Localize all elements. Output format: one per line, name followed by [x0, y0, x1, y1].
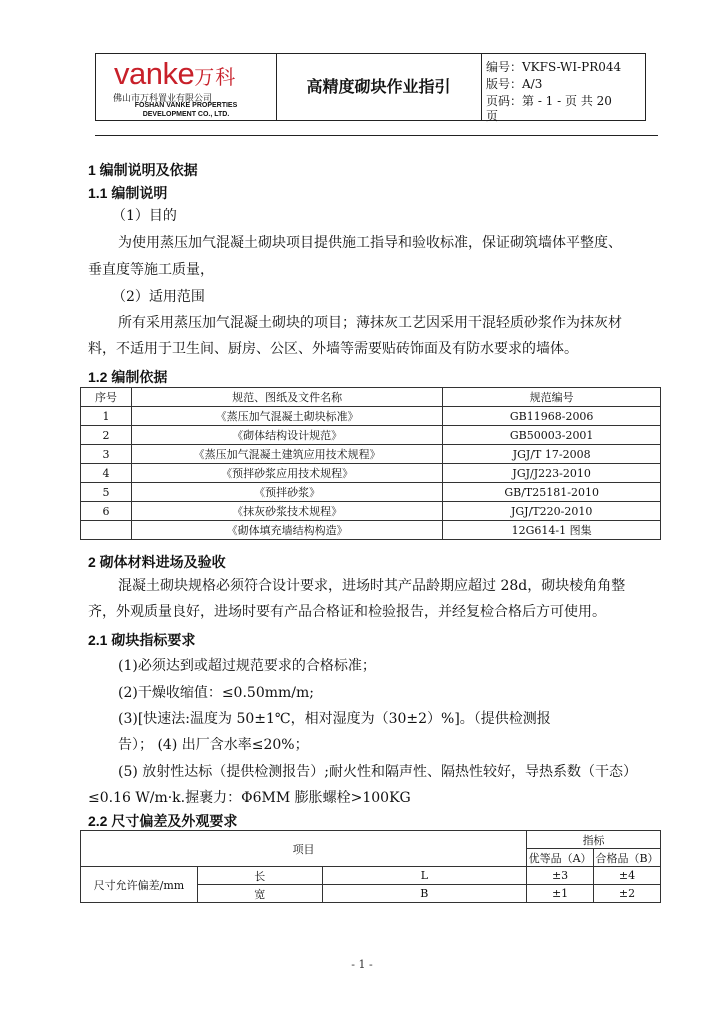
table-header-cell: 项目 — [81, 831, 527, 867]
vanke-logo — [114, 56, 236, 92]
brand-en: vanke — [114, 56, 195, 91]
table-cell: 《预拌砂浆应用技术规程》 — [131, 464, 442, 483]
table-cell: 《预拌砂浆》 — [131, 483, 442, 502]
table-cell: 6 — [81, 502, 132, 521]
page-info-cont: 页 — [486, 109, 499, 123]
section-1-heading: 1 编制说明及依据 — [88, 162, 198, 178]
page-footer: - 1 - — [351, 958, 373, 971]
table-header-row — [81, 831, 661, 849]
table-cell: 1 — [81, 407, 132, 426]
paragraph: 齐，外观质量良好，进场时要有产品合格证和检验报告，并经复检合格后方可使用。 — [88, 604, 606, 620]
table-header-cell: 规范、图纸及文件名称 — [131, 388, 442, 407]
table-cell: JGJ/T220-2010 — [443, 502, 661, 521]
table-cell: 《蒸压加气混凝土建筑应用技术规程》 — [131, 445, 442, 464]
table-row — [81, 426, 661, 445]
table-header-cell: 优等品（A） — [527, 849, 594, 867]
table-cell: GB50003-2001 — [443, 426, 661, 445]
list-item: (5) 放射性达标（提供检测报告）;耐火性和隔声性、隔热性较好，导热系数（干态） — [118, 764, 637, 780]
table-cell: 长 — [197, 867, 322, 885]
section-2-heading: 2 砌体材料进场及验收 — [88, 554, 226, 570]
table-row — [81, 445, 661, 464]
list-item: (2)干燥收缩值：≤0.50mm/m; — [118, 685, 314, 701]
paragraph: （1）目的 — [112, 208, 177, 224]
dimension-table — [80, 830, 661, 903]
section-1-1-heading: 1.1 编制说明 — [88, 185, 168, 201]
table-row — [81, 464, 661, 483]
table-cell: 5 — [81, 483, 132, 502]
table-row — [81, 521, 661, 540]
list-item: ≤0.16 W/m·k.握裹力：Φ6MM 膨胀螺栓>100KG — [88, 790, 411, 806]
brand-cn: 万科 — [194, 67, 237, 89]
table-cell: JGJ/T 17-2008 — [443, 445, 661, 464]
logo-cell — [96, 54, 277, 120]
table-cell: ±3 — [527, 867, 594, 885]
paragraph: 料，不适用于卫生间、厨房、公区、外墙等需要贴砖饰面及有防水要求的墙体。 — [88, 341, 578, 357]
table-cell: 12G614-1 图集 — [443, 521, 661, 540]
paragraph: 为使用蒸压加气混凝土砌块项目提供施工指导和验收标准，保证砌筑墙体平整度、 — [118, 235, 622, 251]
company-en — [96, 101, 276, 119]
table-cell: ±4 — [594, 867, 661, 885]
section-2-1-heading: 2.1 砌块指标要求 — [88, 632, 196, 648]
paragraph: （2）适用范围 — [112, 289, 205, 305]
document-title: 高精度砌块作业指引 — [306, 79, 451, 96]
paragraph: 所有采用蒸压加气混凝土砌块的项目；薄抹灰工艺因采用干混轻质砂浆作为抹灰材 — [118, 315, 622, 331]
table-header-row — [81, 388, 661, 407]
table-row — [81, 867, 661, 885]
table-cell: 2 — [81, 426, 132, 445]
table-header-cell: 合格品（B） — [594, 849, 661, 867]
table-cell: 尺寸允许偏差/mm — [81, 867, 198, 903]
doc-number: 编号：VKFS-WI-PR044 — [486, 60, 622, 74]
table-cell: JGJ/J223-2010 — [443, 464, 661, 483]
page-info: 页码：第 - 1 - 页 共 20 — [486, 94, 612, 108]
table-cell: 4 — [81, 464, 132, 483]
table-cell: ±1 — [527, 885, 594, 903]
table-cell: 《砌体填充墙结构构造》 — [131, 521, 442, 540]
table-cell: 3 — [81, 445, 132, 464]
section-2-2-heading: 2.2 尺寸偏差及外观要求 — [88, 813, 238, 829]
paragraph: 混凝土砌块规格必须符合设计要求，进场时其产品龄期应超过 28d，砌块棱角角整 — [118, 578, 626, 594]
table-cell: 《砌体结构设计规范》 — [131, 426, 442, 445]
table-cell — [81, 521, 132, 540]
table-row — [81, 483, 661, 502]
header-divider — [95, 135, 658, 136]
table-cell: 《抹灰砂浆技术规程》 — [131, 502, 442, 521]
company-en-line1: FOSHAN VANKE PROPERTIES — [134, 102, 238, 109]
title-cell — [276, 54, 482, 120]
basis-table — [80, 387, 661, 540]
version: 版号：A/3 — [486, 77, 543, 91]
paragraph: 垂直度等施工质量， — [88, 262, 214, 278]
table-cell: 《蒸压加气混凝土砌块标准》 — [131, 407, 442, 426]
list-item: 告）； (4) 出厂含水率≤20%； — [118, 737, 309, 753]
table-cell: ±2 — [594, 885, 661, 903]
company-en-line2: DEVELOPMENT CO., LTD. — [142, 111, 230, 118]
table-cell: B — [322, 885, 527, 903]
section-1-2-heading: 1.2 编制依据 — [88, 369, 168, 385]
document-header — [95, 53, 646, 121]
list-item: (1)必须达到或超过规范要求的合格标准； — [118, 658, 376, 674]
table-row — [81, 407, 661, 426]
table-cell: GB11968-2006 — [443, 407, 661, 426]
table-header-cell: 规范编号 — [443, 388, 661, 407]
table-cell: 宽 — [197, 885, 322, 903]
table-header-cell: 指标 — [527, 831, 661, 849]
list-item: (3)[快速法:温度为 50±1℃，相对湿度为（30±2）%]。（提供检测报 — [118, 711, 551, 727]
table-cell: GB/T25181-2010 — [443, 483, 661, 502]
table-header-cell: 序号 — [81, 388, 132, 407]
table-cell: L — [322, 867, 527, 885]
company-cn: 佛山市万科置业有限公司 — [113, 94, 213, 104]
table-row — [81, 502, 661, 521]
